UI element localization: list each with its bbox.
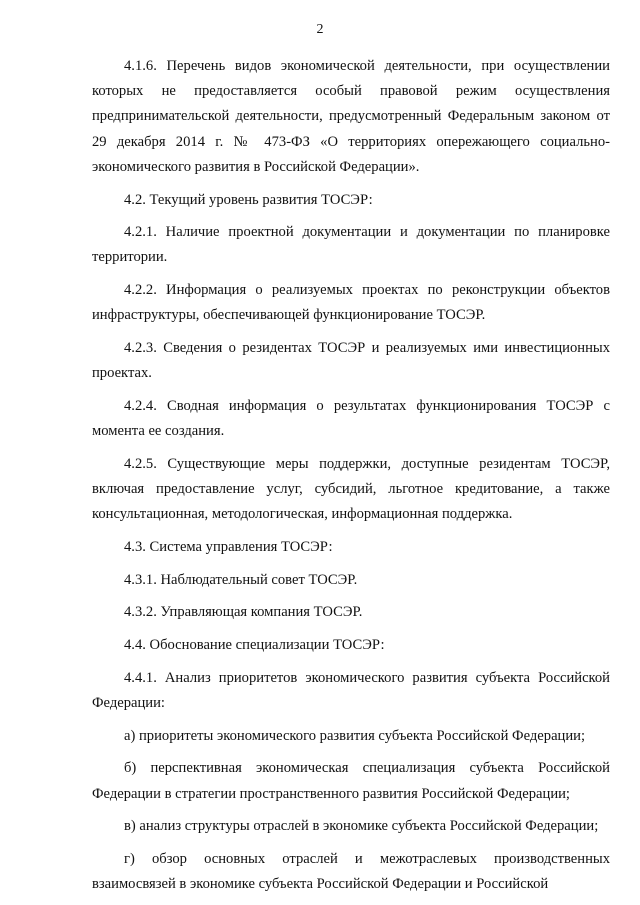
page-number: 2 [316, 22, 324, 37]
paragraph-4-2-5: 4.2.5. Существующие меры поддержки, доступные резидентам ТОСЭР, включая предоставление услуг, субсидий, льготное кредитование, а также консультационная, методологическая, информационная поддержка. [92, 455, 610, 523]
document-body [92, 54, 610, 905]
list-item-v: в) анализ структуры отраслей в экономике субъекта Российской Федерации; [124, 818, 599, 835]
paragraph-4-3-1: 4.3.1. Наблюдательный совет ТОСЭР. [124, 571, 358, 588]
paragraph-4-4: 4.4. Обоснование специализации ТОСЭР: [124, 637, 385, 654]
list-item-b: б) перспективная экономическая специализация субъекта Российской Федерации в стратегии пространственного развития Российской Федерации; [92, 760, 610, 802]
paragraph-4-4-1: 4.4.1. Анализ приоритетов экономического развития субъекта Российской Федерации: [92, 669, 610, 711]
list-item-a: а) приоритеты экономического развития субъекта Российской Федерации; [124, 727, 586, 744]
paragraph-4-1-6: 4.1.6. Перечень видов экономической деятельности, при осуществлении которых не предоставляется особый правовой режим осуществления предпринимательской деятельности, предусмотренный Федеральным законом от 29 декабря 2014 г. № 473-ФЗ «О территориях опережающего социально-экономического развития в Российской Федерации». [92, 58, 610, 175]
paragraph-4-2: 4.2. Текущий уровень развития ТОСЭР: [124, 191, 373, 208]
paragraph-4-3-2: 4.3.2. Управляющая компания ТОСЭР. [124, 604, 363, 621]
paragraph-4-2-4: 4.2.4. Сводная информация о результатах функционирования ТОСЭР с момента ее создания. [92, 397, 610, 440]
paragraph-4-2-3: 4.2.3. Сведения о резидентах ТОСЭР и реализуемых ими инвестиционных проектах. [92, 340, 610, 382]
paragraph-4-3: 4.3. Система управления ТОСЭР: [124, 538, 333, 555]
list-item-g: г) обзор основных отраслей и межотраслевых производственных взаимосвязей в экономике субъекта Российской Федерации и Российской [92, 850, 610, 893]
paragraph-4-2-1: 4.2.1. Наличие проектной документации и документации по планировке территории. [92, 224, 610, 266]
paragraph-4-2-2: 4.2.2. Информация о реализуемых проектах по реконструкции объектов инфраструктуры, обеспечивающей функционирование ТОСЭР. [92, 282, 610, 324]
